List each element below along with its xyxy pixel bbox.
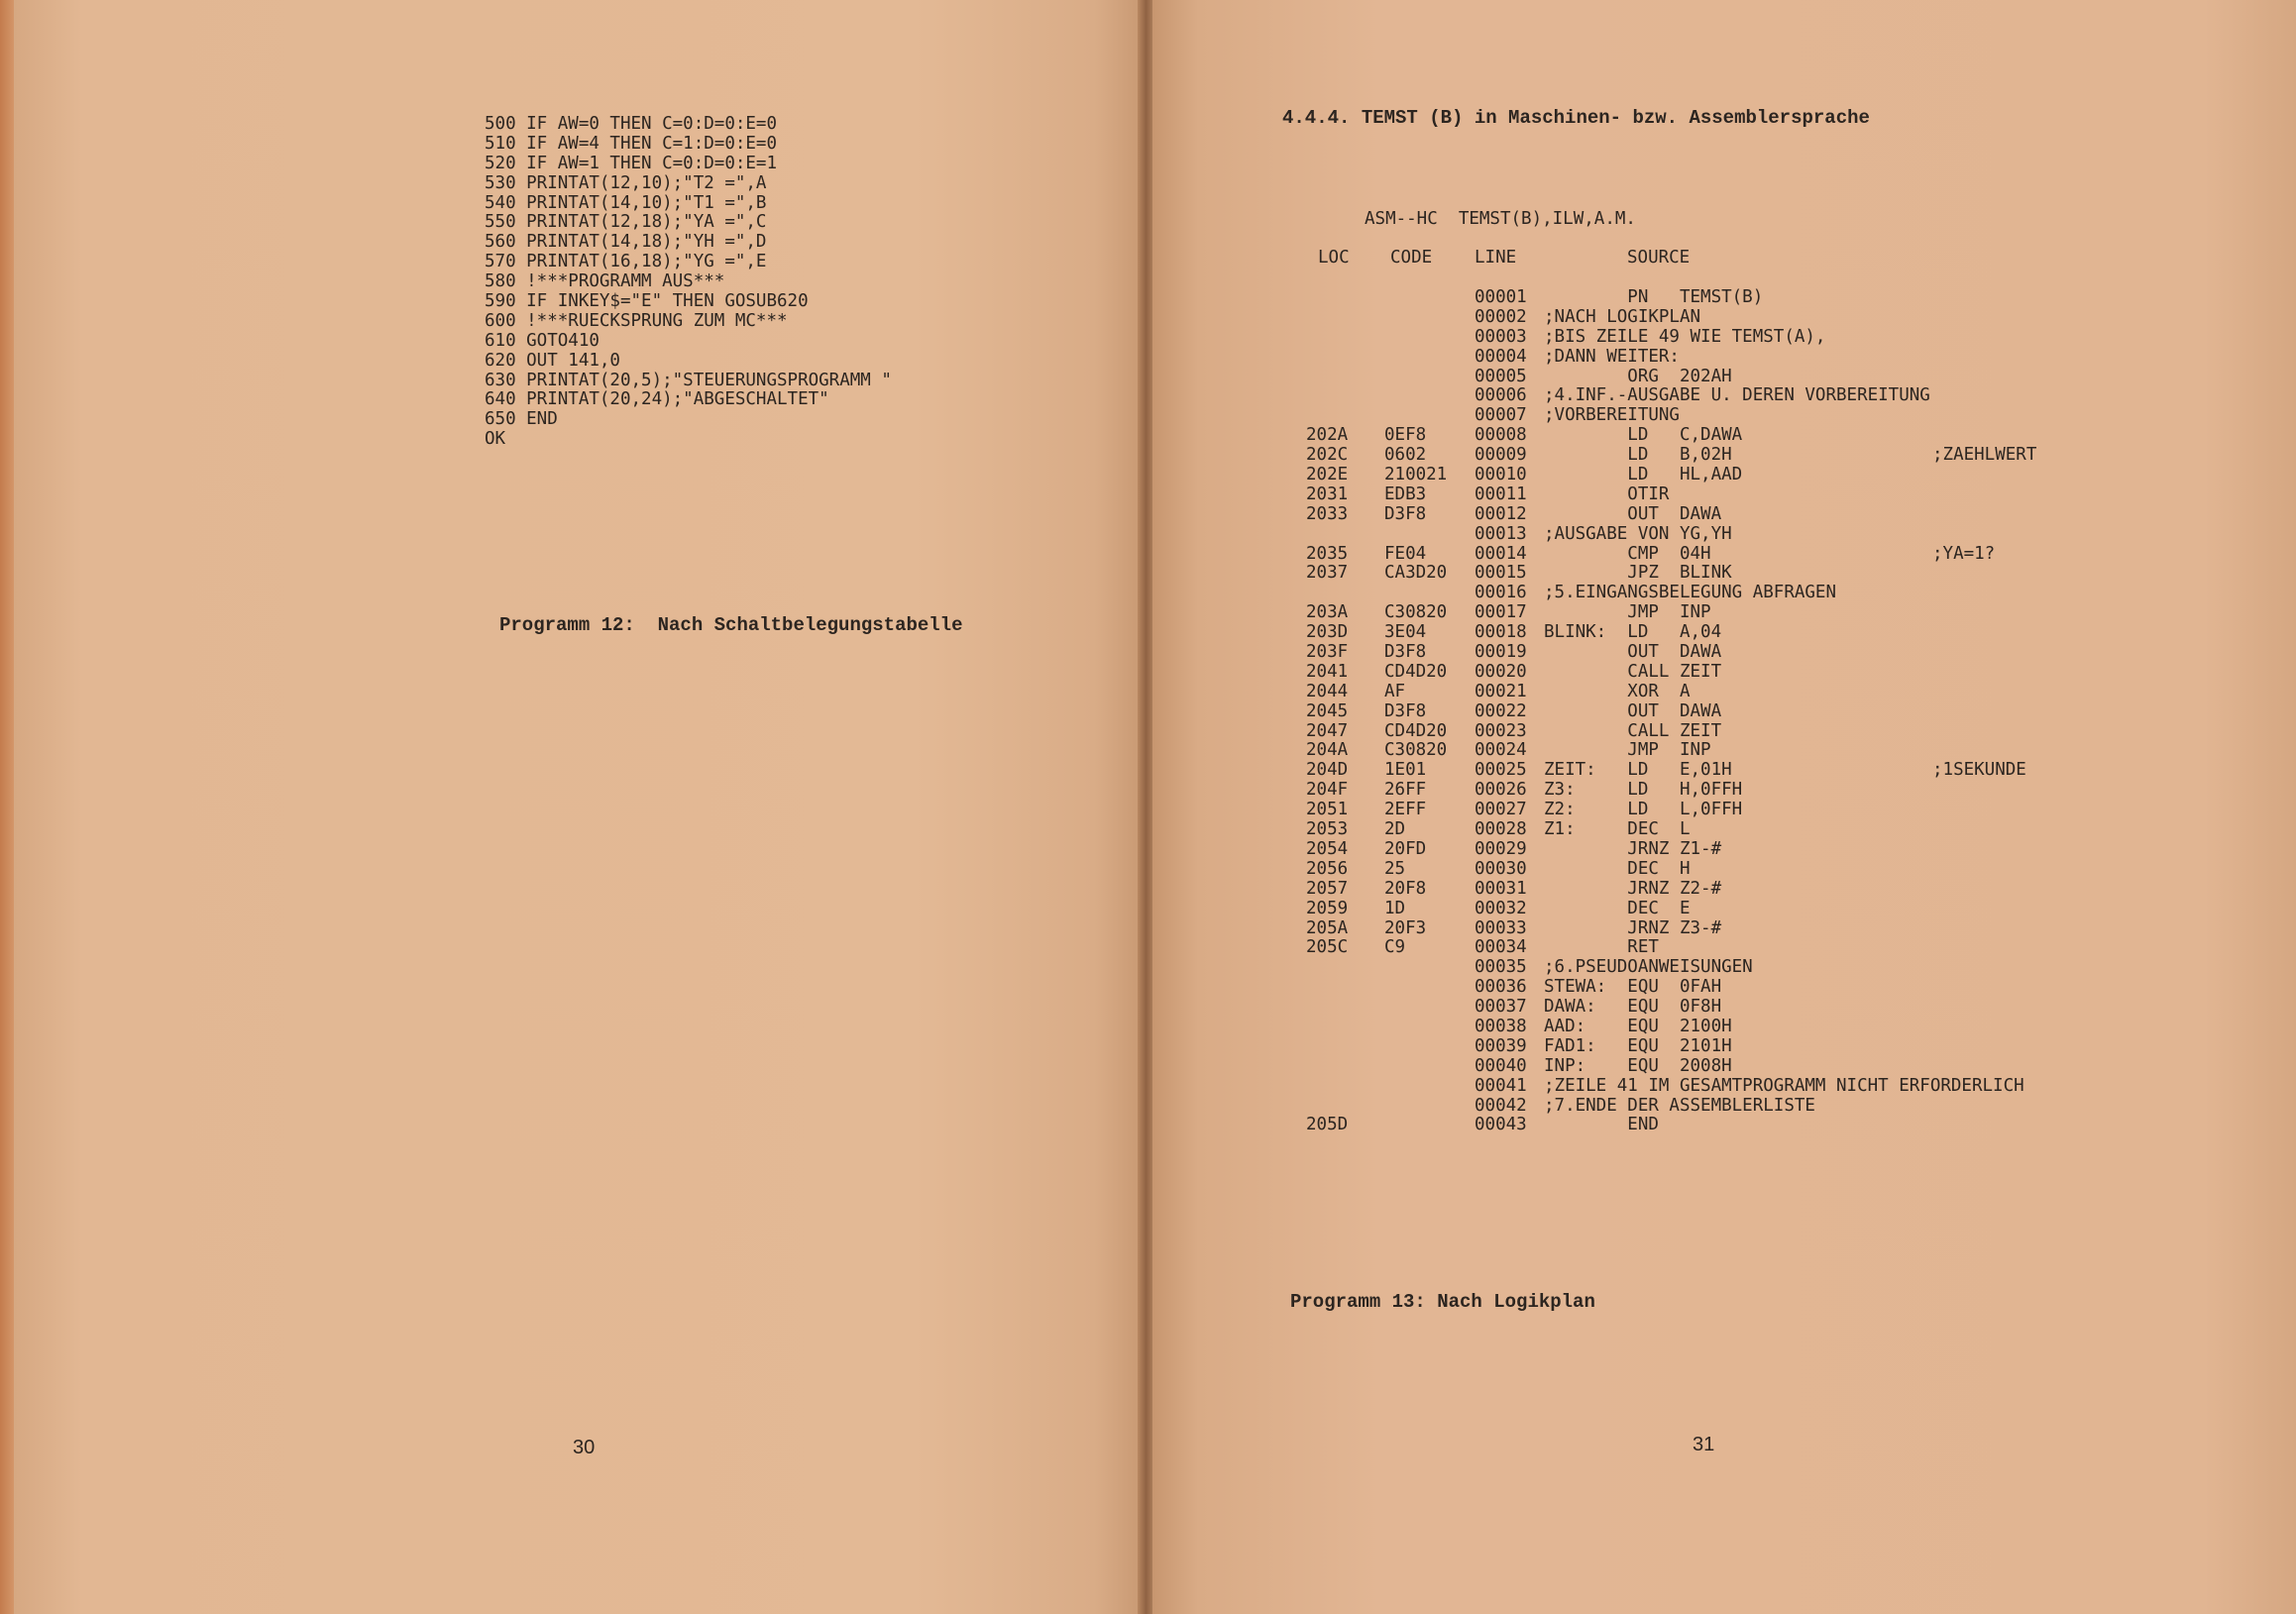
- source-cell: LD B,02H: [1544, 445, 1732, 466]
- loc-cell: 2033: [1306, 503, 1349, 524]
- line-number-cell: 00035: [1475, 957, 1527, 978]
- comment-cell: ;1SEKUNDE: [1932, 760, 2026, 781]
- listing-line: 550 PRINTAT(12,18);"YA =",C: [485, 212, 767, 233]
- loc-cell: 2054: [1306, 838, 1349, 859]
- assembler-row: [1306, 801, 2099, 820]
- source-cell: JMP INP: [1544, 740, 1711, 761]
- loc-cell: 2053: [1306, 819, 1349, 840]
- code-cell: AF: [1384, 681, 1406, 701]
- assembler-row: [1306, 348, 2099, 368]
- assembler-row: [1306, 781, 2099, 801]
- source-cell: ;7.ENDE DER ASSEMBLERLISTE: [1544, 1095, 1815, 1116]
- line-number-cell: 00024: [1475, 740, 1527, 761]
- source-cell: ZEIT: LD E,01H: [1544, 760, 1732, 781]
- line-number-cell: 00021: [1475, 681, 1527, 701]
- code-cell: 1D: [1384, 898, 1406, 918]
- assembler-row: [1306, 761, 2099, 781]
- code-cell: C30820: [1384, 740, 1448, 761]
- listing-line: 630 PRINTAT(20,5);"STEUERUNGSPROGRAMM ": [485, 370, 892, 390]
- line-number-cell: 00018: [1475, 622, 1527, 643]
- loc-cell: 205A: [1306, 917, 1349, 938]
- source-cell: LD HL,AAD: [1544, 465, 1743, 485]
- caption-program-12: Programm 12: Nach Schaltbelegungstabelle: [499, 614, 963, 636]
- line-number-cell: 00027: [1475, 800, 1527, 820]
- loc-cell: 203A: [1306, 602, 1349, 623]
- assembler-row: [1306, 1037, 2099, 1057]
- code-cell: 20F3: [1384, 917, 1427, 938]
- source-cell: OUT DAWA: [1544, 503, 1722, 524]
- source-cell: CMP 04H: [1544, 543, 1711, 564]
- assembler-row: [1306, 1116, 2099, 1135]
- line-number-cell: 00039: [1475, 1035, 1527, 1056]
- assembler-listing: [1306, 288, 2099, 1135]
- loc-cell: 2051: [1306, 800, 1349, 820]
- source-cell: JRNZ Z1-#: [1544, 838, 1722, 859]
- source-cell: ORG 202AH: [1544, 366, 1732, 386]
- listing-line: 510 IF AW=4 THEN C=1:D=0:E=0: [485, 133, 778, 154]
- line-number-cell: 00003: [1475, 326, 1527, 347]
- assembler-row: [1306, 1077, 2099, 1097]
- source-cell: OUT DAWA: [1544, 642, 1722, 663]
- line-number-cell: 00013: [1475, 523, 1527, 544]
- code-cell: CD4D20: [1384, 661, 1448, 682]
- assembler-row: [1306, 505, 2099, 525]
- column-header-line: LINE: [1475, 248, 1517, 268]
- code-cell: C30820: [1384, 602, 1448, 623]
- source-cell: CALL ZEIT: [1544, 661, 1722, 682]
- assembler-row: [1306, 446, 2099, 466]
- source-cell: Z3: LD H,0FFH: [1544, 780, 1743, 801]
- line-number-cell: 00016: [1475, 583, 1527, 603]
- assembler-row: [1306, 1057, 2099, 1077]
- assembler-row: [1306, 485, 2099, 505]
- line-number-cell: 00015: [1475, 563, 1527, 584]
- code-cell: D3F8: [1384, 503, 1427, 524]
- source-cell: ;AUSGABE VON YG,YH: [1544, 523, 1732, 544]
- loc-cell: 2037: [1306, 563, 1349, 584]
- loc-cell: 203D: [1306, 622, 1349, 643]
- listing-line: 610 GOTO410: [485, 330, 600, 351]
- assembler-row: [1306, 840, 2099, 860]
- assembler-row: [1306, 603, 2099, 623]
- assembler-row: [1306, 978, 2099, 998]
- listing-line: 640 PRINTAT(20,24);"ABGESCHALTET": [485, 389, 829, 410]
- source-cell: CALL ZEIT: [1544, 720, 1722, 741]
- line-number-cell: 00042: [1475, 1095, 1527, 1116]
- assembler-row: [1306, 998, 2099, 1018]
- loc-cell: 202A: [1306, 425, 1349, 446]
- listing-line: 580 !***PROGRAMM AUS***: [485, 271, 725, 292]
- code-cell: D3F8: [1384, 642, 1427, 663]
- source-cell: STEWA: EQU 0FAH: [1544, 977, 1722, 998]
- source-cell: ;BIS ZEILE 49 WIE TEMST(A),: [1544, 326, 1826, 347]
- loc-cell: 2057: [1306, 878, 1349, 899]
- source-cell: FAD1: EQU 2101H: [1544, 1035, 1732, 1056]
- line-number-cell: 00036: [1475, 977, 1527, 998]
- loc-cell: 205D: [1306, 1115, 1349, 1135]
- listing-line: 540 PRINTAT(14,10);"T1 =",B: [485, 192, 767, 213]
- loc-cell: 2045: [1306, 700, 1349, 721]
- listing-line: 520 IF AW=1 THEN C=0:D=0:E=1: [485, 153, 778, 173]
- code-cell: C9: [1384, 937, 1406, 958]
- line-number-cell: 00041: [1475, 1075, 1527, 1096]
- assembler-row: [1306, 368, 2099, 387]
- listing-line: 570 PRINTAT(16,18);"YG =",E: [485, 252, 767, 272]
- line-number-cell: 00008: [1475, 425, 1527, 446]
- code-cell: 20FD: [1384, 838, 1427, 859]
- assembler-row: [1306, 1018, 2099, 1037]
- line-number-cell: 00004: [1475, 346, 1527, 367]
- column-header-code: CODE: [1390, 248, 1433, 268]
- assembler-row: [1306, 741, 2099, 761]
- code-cell: 25: [1384, 858, 1406, 879]
- assembler-row: [1306, 919, 2099, 939]
- source-cell: ;DANN WEITER:: [1544, 346, 1680, 367]
- listing-line: 560 PRINTAT(14,18);"YH =",D: [485, 232, 767, 253]
- source-cell: OUT DAWA: [1544, 700, 1722, 721]
- source-cell: END: [1544, 1115, 1659, 1135]
- source-cell: RET: [1544, 937, 1659, 958]
- assembler-row: [1306, 722, 2099, 742]
- source-cell: Z1: DEC L: [1544, 819, 1691, 840]
- loc-cell: 2041: [1306, 661, 1349, 682]
- assembler-row: [1306, 820, 2099, 840]
- listing-line: OK: [485, 429, 506, 450]
- assembler-row: [1306, 643, 2099, 663]
- line-number-cell: 00019: [1475, 642, 1527, 663]
- assembler-row: [1306, 663, 2099, 683]
- loc-cell: 204A: [1306, 740, 1349, 761]
- loc-cell: 204D: [1306, 760, 1349, 781]
- loc-cell: 205C: [1306, 937, 1349, 958]
- source-cell: JPZ BLINK: [1544, 563, 1732, 584]
- source-cell: OTIR: [1544, 484, 1670, 504]
- loc-cell: 203F: [1306, 642, 1349, 663]
- assembler-row: [1306, 288, 2099, 308]
- code-cell: 26FF: [1384, 780, 1427, 801]
- source-cell: JMP INP: [1544, 602, 1711, 623]
- line-number-cell: 00020: [1475, 661, 1527, 682]
- line-number-cell: 00005: [1475, 366, 1527, 386]
- line-number-cell: 00032: [1475, 898, 1527, 918]
- line-number-cell: 00038: [1475, 1016, 1527, 1036]
- source-cell: ;NACH LOGIKPLAN: [1544, 306, 1701, 327]
- source-cell: JRNZ Z2-#: [1544, 878, 1722, 899]
- assembler-row: [1306, 328, 2099, 348]
- line-number-cell: 00014: [1475, 543, 1527, 564]
- loc-cell: 2044: [1306, 681, 1349, 701]
- line-number-cell: 00029: [1475, 838, 1527, 859]
- loc-cell: 2059: [1306, 898, 1349, 918]
- line-number-cell: 00034: [1475, 937, 1527, 958]
- line-number-cell: 00006: [1475, 385, 1527, 406]
- comment-cell: ;YA=1?: [1932, 543, 1996, 564]
- line-number-cell: 00031: [1475, 878, 1527, 899]
- line-number-cell: 00043: [1475, 1115, 1527, 1135]
- assembler-row: [1306, 426, 2099, 446]
- code-cell: CA3D20: [1384, 563, 1448, 584]
- loc-cell: 2031: [1306, 484, 1349, 504]
- line-number-cell: 00011: [1475, 484, 1527, 504]
- assembler-row: [1306, 702, 2099, 722]
- line-number-cell: 00023: [1475, 720, 1527, 741]
- source-cell: PN TEMST(B): [1544, 287, 1764, 307]
- assembler-row: [1306, 880, 2099, 900]
- listing-line: 650 END: [485, 409, 558, 430]
- assembler-row: [1306, 584, 2099, 603]
- source-cell: JRNZ Z3-#: [1544, 917, 1722, 938]
- listing-line: 530 PRINTAT(12,10);"T2 =",A: [485, 172, 767, 193]
- line-number-cell: 00002: [1475, 306, 1527, 327]
- line-number-cell: 00025: [1475, 760, 1527, 781]
- page-number-right: 31: [1693, 1434, 1715, 1455]
- assembler-row: [1306, 386, 2099, 406]
- page-number-left: 30: [573, 1437, 596, 1458]
- source-cell: ;VORBEREITUNG: [1544, 405, 1680, 426]
- line-number-cell: 00007: [1475, 405, 1527, 426]
- line-number-cell: 00028: [1475, 819, 1527, 840]
- assembler-row: [1306, 683, 2099, 702]
- source-cell: ;ZEILE 41 IM GESAMTPROGRAMM NICHT ERFORDERLICH: [1544, 1075, 2024, 1096]
- loc-cell: 202E: [1306, 465, 1349, 485]
- code-cell: 1E01: [1384, 760, 1427, 781]
- comment-cell: ;ZAEHLWERT: [1932, 445, 2037, 466]
- section-heading: 4.4.4. TEMST (B) in Maschinen- bzw. Assemblersprache: [1282, 107, 1870, 129]
- assembler-row: [1306, 900, 2099, 919]
- code-cell: 210021: [1384, 465, 1448, 485]
- basic-program-listing: [485, 115, 892, 450]
- code-cell: 20F8: [1384, 878, 1427, 899]
- code-cell: 0EF8: [1384, 425, 1427, 446]
- listing-line: 620 OUT 141,0: [485, 350, 620, 371]
- assembler-row: [1306, 938, 2099, 958]
- listing-line: 590 IF INKEY$="E" THEN GOSUB620: [485, 291, 809, 312]
- source-cell: LD C,DAWA: [1544, 425, 1743, 446]
- code-cell: 2D: [1384, 819, 1406, 840]
- source-cell: XOR A: [1544, 681, 1691, 701]
- assembler-row: [1306, 623, 2099, 643]
- source-cell: DEC E: [1544, 898, 1691, 918]
- loc-cell: 2047: [1306, 720, 1349, 741]
- line-number-cell: 00022: [1475, 700, 1527, 721]
- source-cell: Z2: LD L,0FFH: [1544, 800, 1743, 820]
- line-number-cell: 00017: [1475, 602, 1527, 623]
- assembler-row: [1306, 525, 2099, 545]
- line-number-cell: 00033: [1475, 917, 1527, 938]
- caption-program-13: Programm 13: Nach Logikplan: [1290, 1291, 1595, 1313]
- line-number-cell: 00012: [1475, 503, 1527, 524]
- line-number-cell: 00009: [1475, 445, 1527, 466]
- loc-cell: 2035: [1306, 543, 1349, 564]
- code-cell: 2EFF: [1384, 800, 1427, 820]
- code-cell: EDB3: [1384, 484, 1427, 504]
- column-header-source: SOURCE: [1627, 248, 1691, 268]
- listing-line: 600 !***RUECKSPRUNG ZUM MC***: [485, 310, 788, 331]
- line-number-cell: 00040: [1475, 1055, 1527, 1076]
- assembler-row: [1306, 564, 2099, 584]
- code-cell: 0602: [1384, 445, 1427, 466]
- source-cell: ;4.INF.-AUSGABE U. DEREN VORBEREITUNG: [1544, 385, 1930, 406]
- loc-cell: 202C: [1306, 445, 1349, 466]
- source-cell: INP: EQU 2008H: [1544, 1055, 1732, 1076]
- column-header-loc: LOC: [1318, 248, 1350, 268]
- source-cell: DEC H: [1544, 858, 1691, 879]
- source-cell: AAD: EQU 2100H: [1544, 1016, 1732, 1036]
- assembler-column-headers: [1318, 249, 1714, 269]
- line-number-cell: 00001: [1475, 287, 1527, 307]
- source-cell: DAWA: EQU 0F8H: [1544, 997, 1722, 1018]
- source-cell: ;6.PSEUDOANWEISUNGEN: [1544, 957, 1753, 978]
- code-cell: 3E04: [1384, 622, 1427, 643]
- assembler-title: ASM--HC TEMST(B),ILW,A.M.: [1365, 209, 1636, 229]
- line-number-cell: 00010: [1475, 465, 1527, 485]
- assembler-row: [1306, 466, 2099, 485]
- code-cell: FE04: [1384, 543, 1427, 564]
- line-number-cell: 00026: [1475, 780, 1527, 801]
- source-cell: ;5.EINGANGSBELEGUNG ABFRAGEN: [1544, 583, 1837, 603]
- loc-cell: 204F: [1306, 780, 1349, 801]
- listing-line: 500 IF AW=0 THEN C=0:D=0:E=0: [485, 114, 778, 134]
- code-cell: CD4D20: [1384, 720, 1448, 741]
- assembler-row: [1306, 308, 2099, 328]
- assembler-row: [1306, 860, 2099, 880]
- assembler-row: [1306, 545, 2099, 565]
- assembler-row: [1306, 406, 2099, 426]
- assembler-row: [1306, 958, 2099, 978]
- line-number-cell: 00030: [1475, 858, 1527, 879]
- code-cell: D3F8: [1384, 700, 1427, 721]
- source-cell: BLINK: LD A,04: [1544, 622, 1722, 643]
- assembler-row: [1306, 1097, 2099, 1117]
- line-number-cell: 00037: [1475, 997, 1527, 1018]
- loc-cell: 2056: [1306, 858, 1349, 879]
